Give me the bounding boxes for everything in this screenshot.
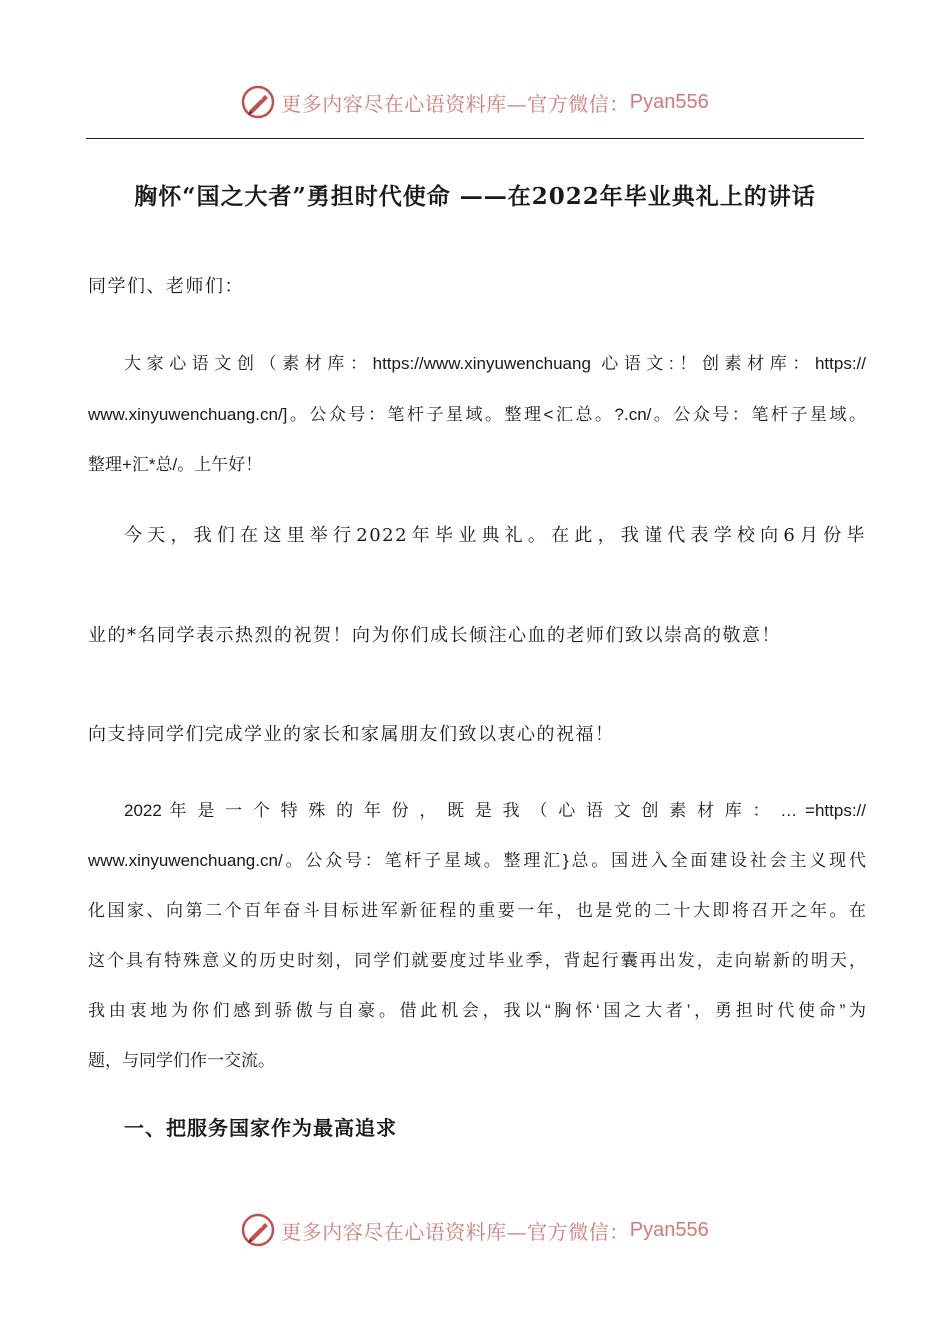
paragraph-3-line-2: www.xinyuwenchuang.cn/。公众号：笔杆子星域。整理汇}总。国进入全面建设社会主义现代 — [88, 851, 866, 870]
paragraph-3-line-5: 我由衷地为你们感到骄傲与自豪。借此机会，我以“胸怀‘国之大者’，勇担时代使命”为 — [88, 1001, 866, 1020]
section-heading-1: 一、把服务国家作为最高追求 — [124, 1116, 397, 1140]
footer-banner — [0, 1208, 950, 1252]
paragraph-1-line-3: 整理+汇*总/。上午好！ — [88, 455, 263, 474]
paragraph-3-line-3: 化国家、向第二个百年奋斗目标进军新征程的重要一年，也是党的二十大即将召开之年。在 — [88, 901, 866, 920]
header-banner — [0, 80, 950, 124]
paragraph-2-line-1: 今天，我们在这里举行2022年毕业典礼。在此，我谨代表学校向6月份毕 — [124, 525, 866, 546]
banner-wechat-id: Pyan556 — [629, 90, 709, 113]
paragraph-2-line-3: 向支持同学们完成学业的家长和家属朋友们致以衷心的祝福！ — [88, 724, 615, 745]
pen-logo-icon — [241, 1213, 275, 1247]
paragraph-3-line-6: 题，与同学们作一交流。 — [88, 1051, 275, 1070]
banner-text: 更多内容尽在心语资料库—官方微信： — [281, 91, 630, 116]
header-divider — [86, 138, 864, 139]
paragraph-2-line-2: 业的*名同学表示热烈的祝贺！向为你们成长倾注心血的老师们致以崇高的敬意！ — [88, 625, 781, 646]
pen-logo-icon — [241, 85, 275, 119]
page-title: 胸怀“国之大者”勇担时代使命 ——在2022年毕业典礼上的讲话 — [134, 183, 816, 210]
paragraph-3-line-4: 这个具有特殊意义的历史时刻，同学们就要度过毕业季，背起行囊再出发，走向崭新的明天， — [88, 951, 866, 970]
salutation: 同学们、老师们： — [88, 276, 244, 297]
paragraph-1-line-2: www.xinyuwenchuang.cn/]。公众号：笔杆子星域。整理<汇总。?.cn/。公众号：笔杆子星域。 — [88, 405, 866, 424]
paragraph-3-line-1: 2022 年 是 一 个 特 殊 的 年 份 ， 既 是 我 （ 心 语 文 创 素 材 库 ： … =https:// — [124, 801, 866, 820]
banner-wechat-id: Pyan556 — [629, 1218, 709, 1241]
paragraph-1-line-1: 大家心语文创（素材库：https://www.xinyuwenchuang 心语文:！创素材库：https:// — [124, 354, 866, 373]
banner-text: 更多内容尽在心语资料库—官方微信： — [281, 1219, 630, 1244]
